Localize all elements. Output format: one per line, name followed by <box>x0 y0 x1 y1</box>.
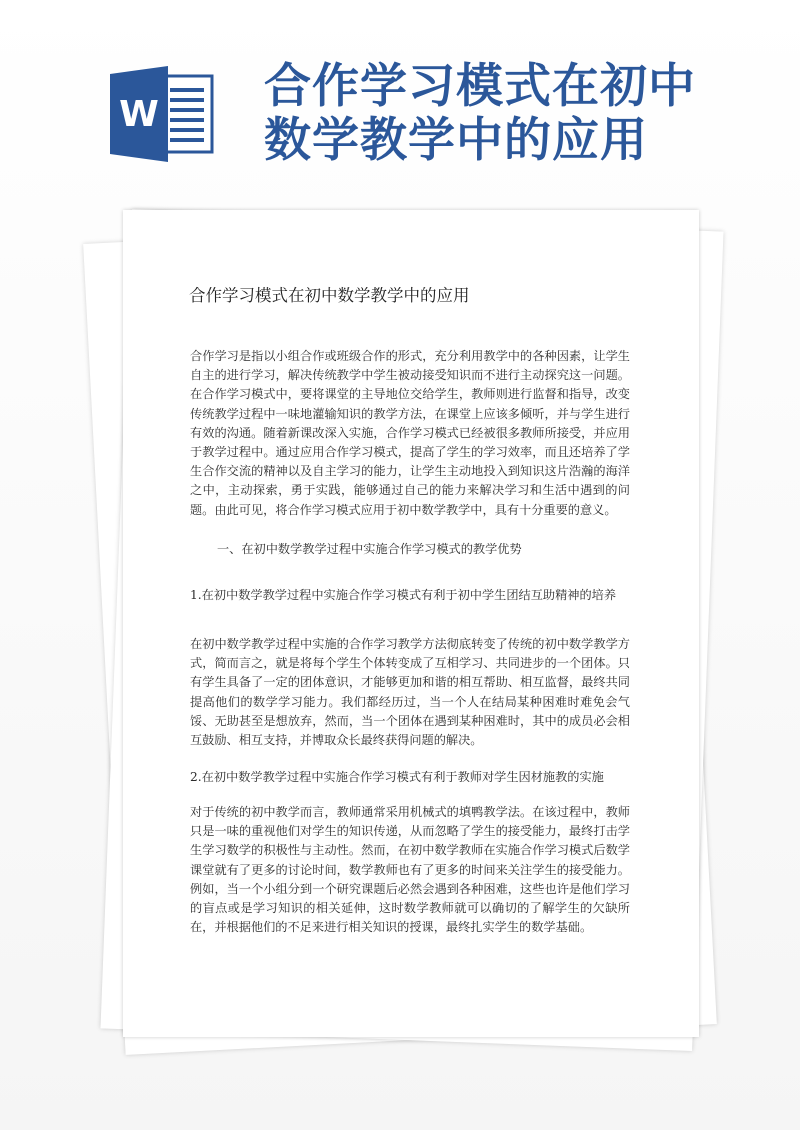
intro-paragraph: 合作学习是指以小组合作或班级合作的形式，充分利用教学中的各种因素，让学生自主的进行学习，解决传统教学中学生被动接受知识而不进行主动探究这一问题。在合作学习模式中，要将课堂的主导地位交给学生，教师则进行监督和指导，改变传统教学过程中一味地灌输知识的教学方法，在课堂上应该多倾听，并与学生进行有效的沟通。随着新课改深入实施，合作学习模式已经被很多教师所接受，并应用于教学过程中。通过应用合作学习模式，提高了学生的学习效率，而且还培养了学生合作交流的精神以及自主学习的能力，让学生主动地投入到知识这片浩瀚的海洋之中，主动探索，勇于实践，能够通过自己的能力来解决学习和生活中遇到的问题。由此可见，将合作学习模式应用于初中数学教学中，具有十分重要的意义。 <box>190 349 630 517</box>
section-heading: 一、在初中数学教学过程中实施合作学习模式的教学优势 <box>217 542 522 556</box>
subsection-paragraph-1: 在初中数学教学过程中实施的合作学习教学方法彻底转变了传统的初中数学教学方式，简而言之，就是将每个学生个体转变成了互相学习、共同进步的一个团体。只有学生具备了一定的团体意识，才能够更加和谐的相互帮助、相互监督，最终共同提高他们的数学学习能力。我们都经历过，当一个人在结局某种困难时难免会气馁、无助甚至是想放弃，然而，当一个团体在遇到某种困难时，其中的成员必会相互鼓励、相互支持，并博取众长最终获得问题的解决。 <box>190 637 630 748</box>
logo-letter: W <box>119 94 159 135</box>
header-title: 合作学习模式在初中数学教学中的应用 <box>264 59 696 168</box>
document-title: 合作学习模式在初中数学教学中的应用 <box>189 286 470 305</box>
subsection-paragraph-2: 对于传统的初中教学而言，教师通常采用机械式的填鸭教学法。在该过程中，教师只是一味的重视他们对学生的知识传递，从而忽略了学生的接受能力，最终打击学生学习数学的积极性与主动性。然而，在初中数学教师在实施合作学习模式后数学课堂就有了更多的讨论时间，数学教师也有了更多的时间来关注学生的接受能力。例如，当一个小组分到一个研究课题后必然会遇到各种困难，这些也许是他们学习的盲点或是学习知识的相关延伸，这时数学教师就可以确切的了解学生的欠缺所在，并根据他们的不足来进行相关知识的授课，最终扎实学生的数学基础。 <box>190 805 630 935</box>
subsection-heading-2: 2.在初中数学教学过程中实施合作学习模式有利于教师对学生因材施教的实施 <box>190 770 604 784</box>
word-document-icon <box>108 66 216 162</box>
subsection-heading-1: 1.在初中数学教学过程中实施合作学习模式有利于初中学生团结互助精神的培养 <box>190 588 617 602</box>
